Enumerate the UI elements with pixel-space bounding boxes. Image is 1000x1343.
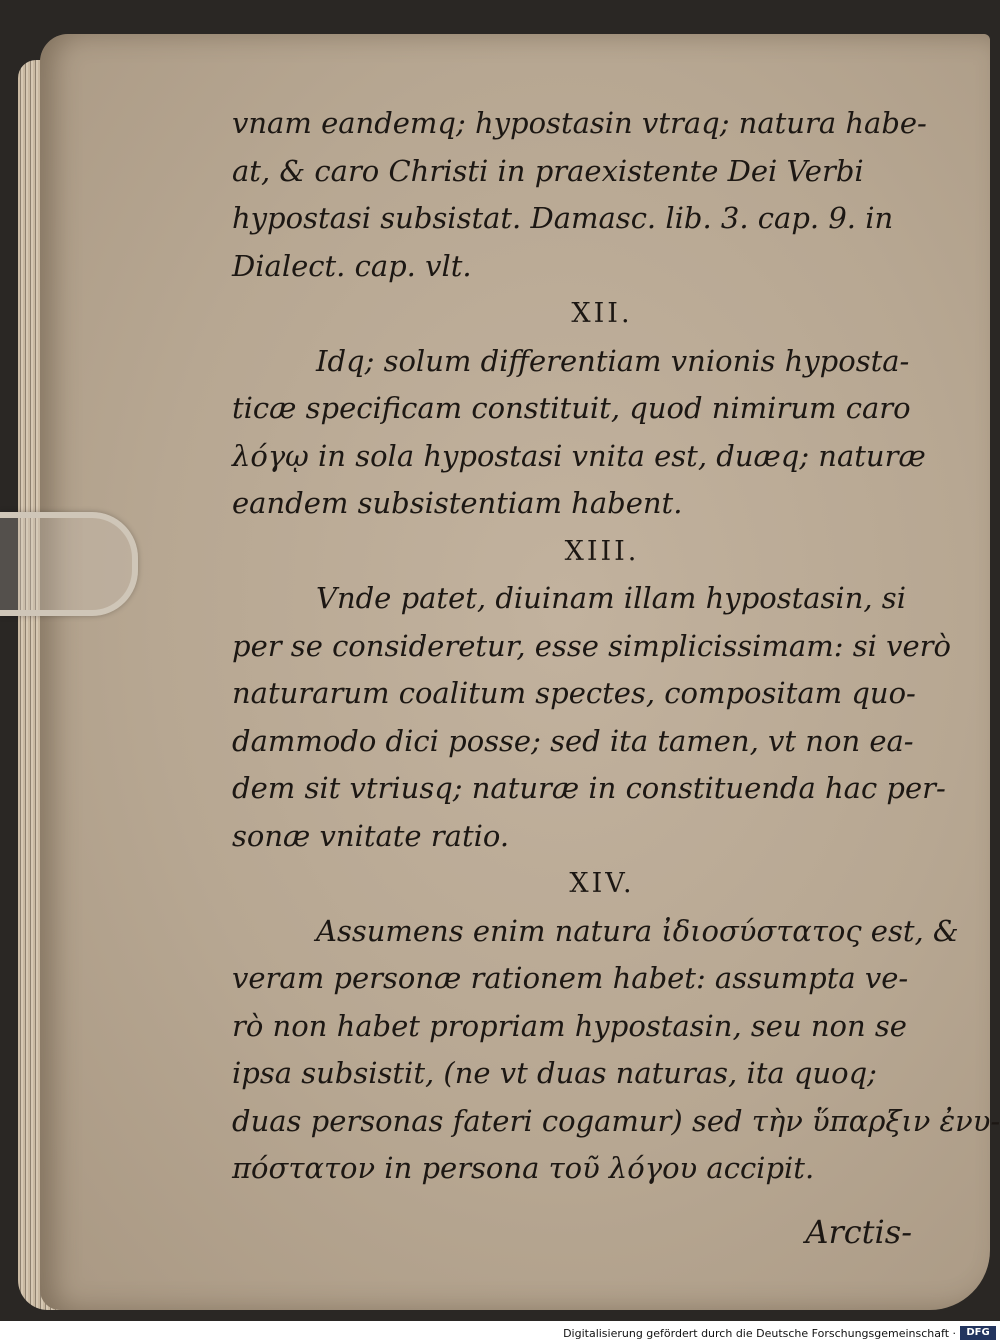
text-line: ticæ specificam constituit, quod nimirum caro bbox=[232, 391, 911, 425]
text-line: naturarum coalitum spectes, compositam quo- bbox=[232, 676, 916, 710]
text-line: per se consideretur, esse simplicissimam: si verò bbox=[232, 628, 951, 663]
page-clip bbox=[0, 512, 138, 616]
dfg-logo-icon: DFG bbox=[960, 1326, 996, 1340]
text-line: sonæ vnitate ratio. bbox=[232, 818, 510, 853]
section-numeral: XIII. bbox=[564, 535, 640, 567]
text-line: ipsa subsistit, (ne vt duas naturas, ita quoq; bbox=[232, 1056, 877, 1090]
text-line: rò non habet propriam hypostasin, seu non se bbox=[232, 1008, 907, 1043]
text-line: Vnde patet, diuinam illam hypostasin, si bbox=[316, 581, 906, 615]
text-line: λόγῳ in sola hypostasi vnita est, duæq; naturæ bbox=[232, 438, 926, 473]
text-line: Assumens enim natura ἰδιοσύστατος est, & bbox=[316, 913, 959, 948]
digitization-footer bbox=[0, 1321, 1000, 1343]
footer-credit: Digitalisierung gefördert durch die Deutsche Forschungsgemeinschaft · bbox=[563, 1327, 956, 1340]
text-line: duas personas fateri cogamur) sed τὴν ὕπαρξιν ἐνυ- bbox=[232, 1103, 1000, 1138]
catchword: Arctis- bbox=[805, 1212, 912, 1251]
text-line: dem sit vtriusq; naturæ in constituenda hac per- bbox=[232, 771, 946, 805]
text-line: hypostasi subsistat. Damasc. lib. 3. cap. 9. in bbox=[232, 201, 894, 235]
text-line: Dialect. cap. vlt. bbox=[232, 248, 472, 283]
text-line: eandem subsistentiam habent. bbox=[232, 486, 683, 520]
text-line: at, & caro Christi in praexistente Dei Verbi bbox=[232, 153, 864, 188]
text-line: Idq; solum differentiam vnionis hyposta- bbox=[316, 343, 910, 378]
text-line: dammodo dici posse; sed ita tamen, vt non ea- bbox=[232, 723, 914, 758]
page-text bbox=[232, 100, 1000, 1256]
text-line: πόστατον in persona τοῦ λόγου accipit. bbox=[232, 1151, 815, 1185]
text-line: vnam eandemq; hypostasin vtraq; natura habe- bbox=[232, 106, 927, 140]
text-line: veram personæ rationem habet: assumpta ve- bbox=[232, 961, 909, 995]
section-numeral: XIV. bbox=[569, 868, 635, 899]
section-numeral: XII. bbox=[571, 298, 633, 329]
